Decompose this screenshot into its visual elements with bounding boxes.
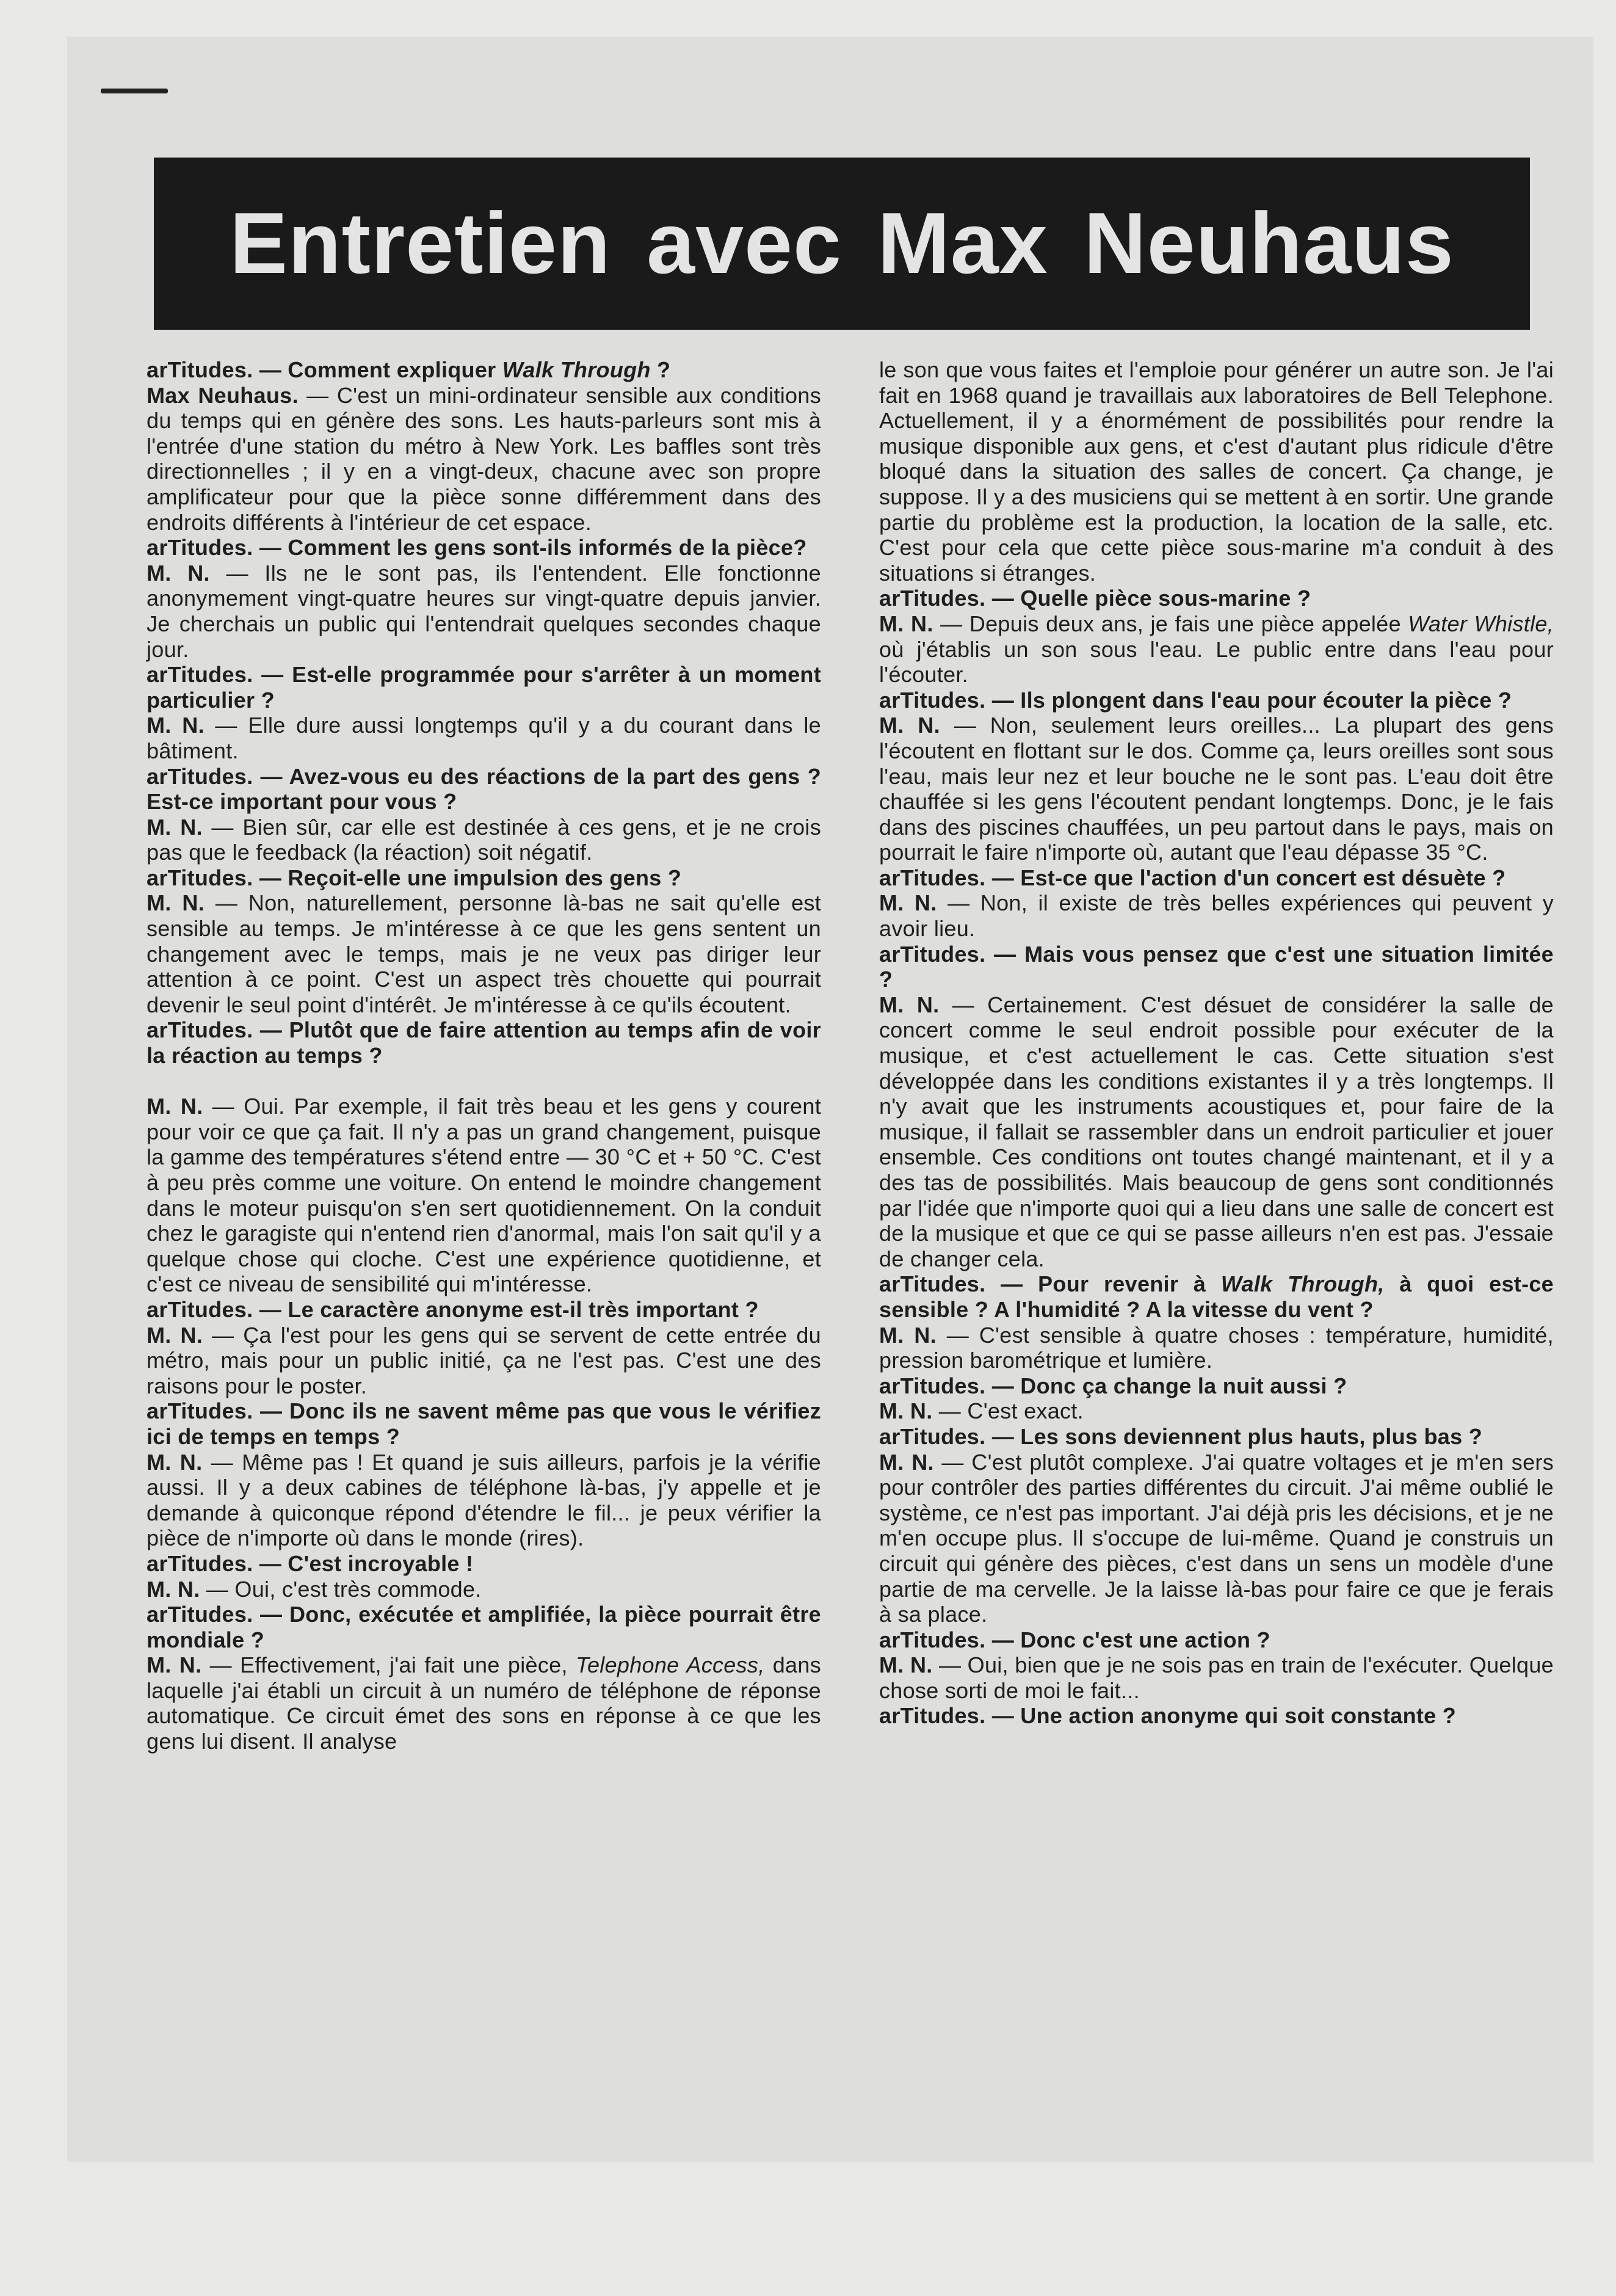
interview-question (147, 1017, 821, 1068)
entry-text: — Donc, exécutée et amplifiée, la pièce pourrait être mondiale ? (147, 1602, 821, 1652)
interview-answer (879, 1323, 1554, 1373)
interview-question (879, 1424, 1554, 1450)
interview-answer (879, 890, 1554, 941)
interview-answer (879, 611, 1554, 688)
interview-answer (147, 815, 821, 865)
speaker-label: arTitudes. (879, 1703, 986, 1729)
entry-text: — C'est incroyable ! (253, 1550, 474, 1576)
entry-text: — Ils ne le sont pas, ils l'entendent. Elle fonctionne anonymement vingt-quatre heures sur vingt-quatre depuis janvier. Je cherchais un public qui l'entendrait quelques secondes chaque jour. (147, 560, 821, 662)
entry-text: — Ils plongent dans l'eau pour écouter la pièce ? (985, 687, 1512, 713)
speaker-label: arTitudes. (147, 865, 253, 890)
entry-text: — Bien sûr, car elle est destinée à ces gens, et je ne crois pas que le feedback (la réaction) soit négatif. (147, 814, 821, 865)
entry-text: — C'est sensible à quatre choses : température, humidité, pression barométrique et lumière. (879, 1322, 1554, 1373)
speaker-label: arTitudes. (147, 357, 253, 382)
interview-question (147, 1297, 821, 1323)
margin-mark (101, 89, 168, 93)
entry-text: — Le caractère anonyme est-il très important ? (253, 1296, 759, 1322)
interview-answer (147, 713, 821, 763)
speaker-label: M. N. (147, 814, 203, 840)
speaker-label: Max Neuhaus. (147, 382, 299, 408)
interview-answer (879, 1398, 1554, 1424)
interview-question (147, 1398, 821, 1449)
speaker-label: arTitudes. (147, 763, 253, 789)
interview-question (879, 1703, 1554, 1729)
speaker-label: M. N. (147, 1449, 203, 1475)
speaker-label: arTitudes. (147, 1398, 253, 1424)
entry-text: — Plutôt que de faire attention au temps afin de voir la réaction au temps ? (147, 1017, 821, 1069)
entry-text: ? (650, 357, 671, 382)
interview-question (147, 535, 821, 561)
entry-text: — Oui, c'est très commode. (200, 1576, 482, 1602)
speaker-label: arTitudes. (147, 1550, 253, 1576)
entry-text: le son que vous faites et l'emploie pour générer un autre son. Je l'ai fait en 1968 quand je travaillais aux laboratoires de Bell Telephone. Actuellement, il y a énormément de possibilités pour rendre la musique disponible aux gens, et c'est d'autant plus ridicule d'être bloqué dans la situation des salles de concert. Ça change, je suppose. Il y a des musiciens qui se mettent à en sortir. Une grande partie du problème est la production, la location de la salle, etc. C'est pour cela que cette pièce sous-marine m'a conduit à des situations si étranges. (879, 357, 1554, 586)
speaker-label: arTitudes. (147, 1296, 253, 1322)
interview-question (147, 1602, 821, 1652)
interview-answer (147, 1094, 821, 1297)
entry-text: — Reçoit-elle une impulsion des gens ? (253, 865, 682, 890)
work-title: Water Whistle, (1408, 611, 1554, 636)
speaker-label: arTitudes. (147, 1602, 253, 1627)
entry-text: — Est-elle programmée pour s'arrêter à un moment particulier ? (147, 662, 821, 713)
speaker-label: arTitudes. (147, 1017, 253, 1043)
interview-question (147, 662, 821, 713)
entry-text: à quoi est-ce sensible ? A l'humidité ? A la vitesse du vent ? (879, 1271, 1554, 1322)
interview-answer (879, 1450, 1554, 1627)
speaker-label: arTitudes. (879, 941, 986, 967)
speaker-label: arTitudes. (879, 687, 986, 713)
interview-question (147, 1551, 821, 1577)
interview-question (879, 688, 1554, 713)
interview-answer (147, 890, 821, 1017)
entry-text: — Non, il existe de très belles expériences qui peuvent y avoir lieu. (879, 890, 1554, 942)
entry-text: — Avez-vous eu des réactions de la part des gens ? Est-ce important pour vous ? (147, 763, 821, 815)
interview-answer (147, 1652, 821, 1754)
interview-question (879, 1627, 1554, 1653)
entry-text: — C'est plutôt complexe. J'ai quatre voltages et je m'en sers pour contrôler des parties différentes du circuit. J'ai même oublié le système, ce n'est pas important. J'ai déjà pris les décisions, et je ne m'en occupe plus. Il s'occupe de lui-même. Quand je construis un circuit qui génère des pièces, c'est dans un sens un modèle d'une partie de ma cervelle. Je la laisse là-bas pour faire ce que je ferais à sa place. (879, 1449, 1554, 1627)
entry-text: — Donc c'est une action ? (985, 1627, 1270, 1652)
article-title: Entretien avec Max Neuhaus (230, 195, 1454, 292)
speaker-label: M. N. (879, 713, 940, 738)
entry-text: — Ça l'est pour les gens qui se servent de cette entrée du métro, mais pour un public initié, ça ne l'est pas. C'est une des raisons pour le poster. (147, 1322, 821, 1398)
speaker-label: M. N. (879, 1322, 937, 1348)
title-banner (154, 158, 1530, 330)
entry-text: — Non, seulement leurs oreilles... La plupart des gens l'écoutent en flottant sur le dos. Comme ça, leurs oreilles sont sous l'eau, mais leur nez et leur bouche ne le sont pas. L'eau doit être chauffée si les gens l'écoutent pendant longtemps. Donc, je le fais dans des piscines chauffées, un peu partout dans le pays, mais on pourrait le faire n'importe où, autant que l'eau dépasse 35 °C. (879, 713, 1554, 865)
entry-text: — Non, naturellement, personne là-bas ne sait qu'elle est sensible au temps. Je m'intéresse à ce que les gens sentent un changement avec le temps, mais je ne veux pas diriger leur attention à ce point. C'est un aspect très chouette qui pourrait devenir le seul point d'intérêt. Je m'intéresse à ce qu'ils écoutent. (147, 890, 821, 1017)
entry-text: dans laquelle j'ai établi un circuit à un numéro de téléphone de réponse automatique. Ce circuit émet des sons en réponse à ce que les gens lui disent. Il analyse (147, 1652, 821, 1754)
speaker-label: M. N. (879, 992, 940, 1017)
entry-text: — Depuis deux ans, je fais une pièce appelée (933, 611, 1408, 636)
entry-text: — Quelle pièce sous-marine ? (985, 586, 1311, 611)
entry-text: — Certainement. C'est désuet de considérer la salle de concert comme le seul endroit possible pour exécuter de la musique, et c'est actuellement le cas. Cette situation s'est développée dans les conditions existantes il y a très longtemps. Il n'y avait que les instruments acoustiques et, pour faire de la musique, il fallait se rassembler dans un endroit particulier et jouer ensemble. Ces conditions ont toutes changé maintenant, et il y a des tas de possibilités. Mais beaucoup de gens sont conditionnés par l'idée que n'importe quoi qui a lieu dans une salle de concert est de la musique et que ce qui se passe ailleurs n'en est pas. J'essaie de changer cela. (879, 992, 1554, 1271)
speaker-label: arTitudes. (879, 1423, 986, 1449)
interview-answer (147, 1323, 821, 1399)
interview-answer (147, 561, 821, 662)
speaker-label: arTitudes. (147, 662, 253, 688)
speaker-label: M. N. (147, 1652, 202, 1678)
speaker-label: M. N. (147, 890, 205, 916)
interview-question (879, 1373, 1554, 1399)
speaker-label: M. N. (147, 1576, 200, 1602)
interview-question (879, 942, 1554, 992)
speaker-label: M. N. (147, 560, 210, 586)
entry-text: — C'est un mini-ordinateur sensible aux conditions du temps qui en génère des sons. Les hauts-parleurs sont mis à l'entrée d'une station du métro à New York. Les baffles sont très directionnelles ; il y en a vingt-deux, chacune avec son propre amplificateur pour que la pièce sonne différemment dans des endroits différents à l'intérieur de cet espace. (147, 382, 821, 535)
speaker-label: arTitudes. (879, 865, 986, 890)
entry-text: — Une action anonyme qui soit constante ? (985, 1703, 1457, 1729)
interview-answer (879, 1652, 1554, 1703)
speaker-label: M. N. (879, 890, 937, 916)
interview-answer (147, 1450, 821, 1551)
speaker-label: M. N. (879, 1652, 933, 1678)
interview-question (879, 1271, 1554, 1322)
speaker-label: M. N. (879, 611, 933, 636)
entry-text: — Comment les gens sont-ils informés de la pièce? (253, 535, 807, 561)
interview-question (147, 865, 821, 891)
entry-text: — Effectivement, j'ai fait une pièce, (201, 1652, 576, 1678)
left-column (147, 357, 821, 1754)
interview-answer (879, 357, 1554, 586)
speaker-label: arTitudes. (147, 535, 253, 561)
entry-text: — Même pas ! Et quand je suis ailleurs, parfois je la vérifie aussi. Il y a deux cabines de téléphone là-bas, j'y appelle et je demande à quiconque répond d'étendre le fil... je peux vérifier la pièce de n'importe où dans le monde (rires). (147, 1449, 821, 1551)
entry-text: — Oui. Par exemple, il fait très beau et les gens y courent pour voir ce que ça fait. Il n'y a pas un grand changement, puisque la gamme des températures s'étend entre — 30 °C et + 50 °C. C'est à peu près comme une voiture. On entend le moindre changement dans le moteur puisqu'on s'en sert quotidiennement. On la conduit chez le garagiste qui n'entend rien d'anormal, mais l'on sait qu'il y a quelque chose qui cloche. C'est une expérience quotidienne, et c'est ce niveau de sensibilité qui m'intéresse. (147, 1094, 821, 1297)
entry-text: — Elle dure aussi longtemps qu'il y a du courant dans le bâtiment. (147, 713, 821, 763)
speaker-label: arTitudes. (879, 1627, 986, 1652)
speaker-label: M. N. (147, 1094, 203, 1119)
entry-text: — C'est exact. (932, 1398, 1084, 1424)
speaker-label: M. N. (879, 1449, 934, 1475)
speaker-label: M. N. (147, 1322, 203, 1348)
entry-text: — Donc ils ne savent même pas que vous le vérifiez ici de temps en temps ? (147, 1398, 821, 1449)
work-title: Walk Through, (1220, 1271, 1385, 1297)
speaker-label: arTitudes. (879, 1373, 986, 1398)
work-title: Walk Through (502, 357, 651, 382)
interview-question (147, 764, 821, 815)
entry-text: — Oui, bien que je ne sois pas en train de l'exécuter. Quelque chose sorti de moi le fait... (879, 1652, 1554, 1703)
interview-question (879, 865, 1554, 891)
interview-answer (147, 383, 821, 536)
interview-question (879, 586, 1554, 611)
entry-text: où j'établis un son sous l'eau. Le public entre dans l'eau pour l'écouter. (879, 636, 1554, 688)
blank-line (147, 1069, 821, 1094)
entry-text: — Est-ce que l'action d'un concert est désuète ? (985, 865, 1506, 890)
entry-text: — Comment expliquer (253, 357, 502, 382)
interview-question (147, 357, 821, 383)
interview-answer (879, 992, 1554, 1272)
right-column (879, 357, 1554, 1729)
work-title: Telephone Access, (575, 1652, 765, 1678)
interview-answer (147, 1577, 821, 1602)
speaker-label: arTitudes. (879, 1271, 986, 1297)
interview-answer (879, 713, 1554, 865)
entry-text: — Les sons deviennent plus hauts, plus bas ? (985, 1423, 1483, 1449)
speaker-label: M. N. (147, 713, 205, 738)
speaker-label: M. N. (879, 1398, 933, 1424)
entry-text: — Pour revenir à (985, 1271, 1221, 1297)
entry-text: — Mais vous pensez que c'est une situation limitée ? (879, 941, 1554, 992)
speaker-label: arTitudes. (879, 586, 986, 611)
entry-text: — Donc ça change la nuit aussi ? (985, 1373, 1347, 1398)
